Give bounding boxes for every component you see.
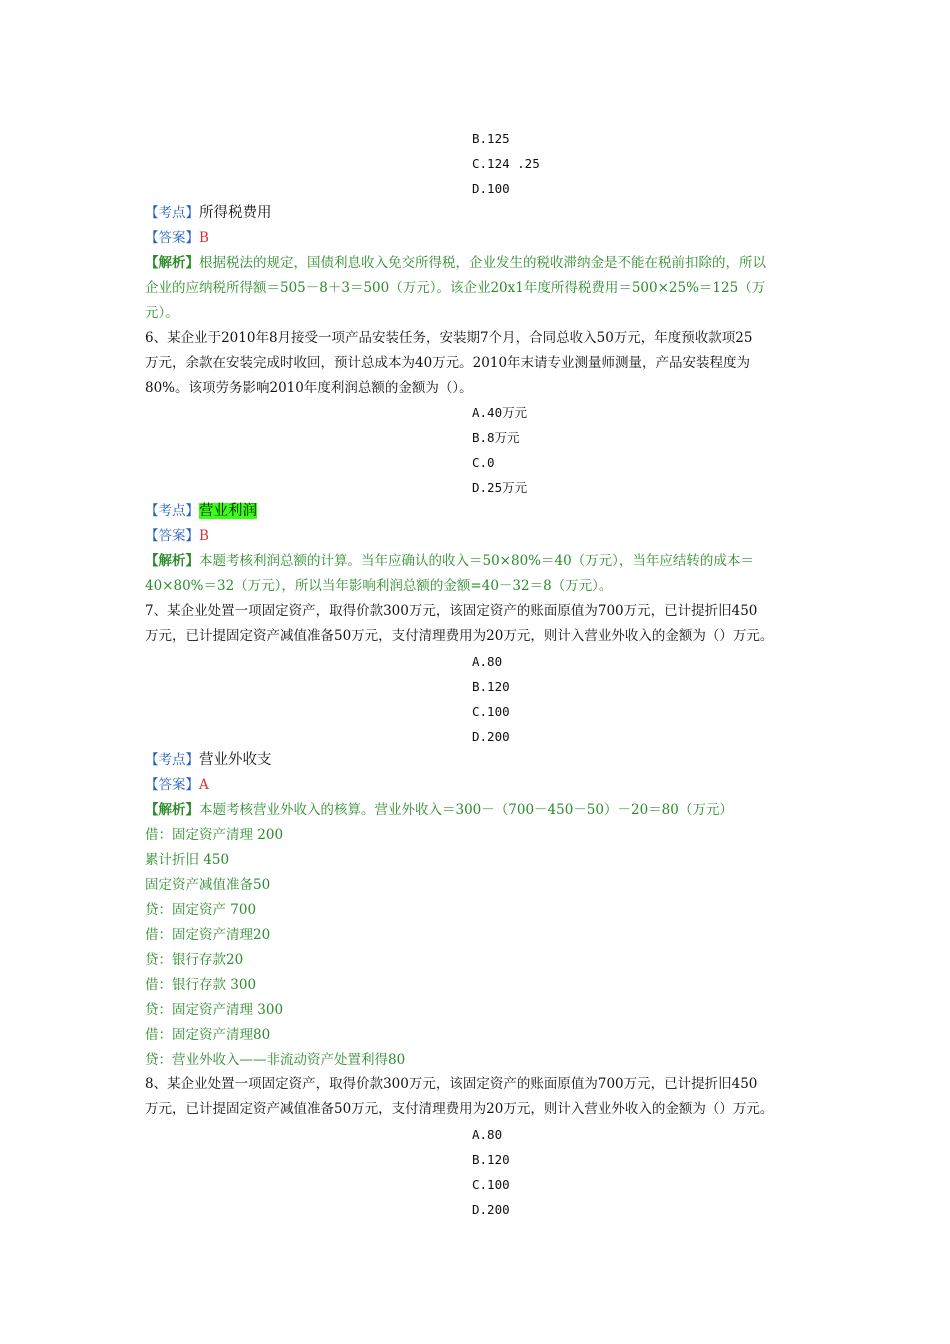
question-stem: 8、某企业处置一项固定资产，取得价款300万元，该固定资产的账面原值为700万元，已计提折旧450 <box>145 1076 758 1092</box>
kaodian-label: 【考点】 <box>145 205 199 221</box>
kaodian-topic: 所得税费用 <box>199 205 272 221</box>
journal-entry: 贷：银行存款20 <box>145 952 244 968</box>
question-stem: 万元，已计提固定资产减值准备50万元，支付清理费用为20万元，则计入营业外收入的金额为（）万元。 <box>145 1101 774 1117</box>
jiexi-label: 【解析】 <box>145 553 199 569</box>
answer-label: 【答案】 <box>145 777 199 793</box>
journal-entry: 借：固定资产清理80 <box>145 1027 271 1043</box>
option-c: C.100 <box>472 1177 510 1192</box>
option-c: C.124 .25 <box>472 156 540 171</box>
option-d: D.25万元 <box>472 480 528 495</box>
kaodian-topic: 营业外收支 <box>199 752 272 768</box>
journal-entry: 固定资产减值准备50 <box>145 877 271 893</box>
jiexi-text: 本题考核利润总额的计算。当年应确认的收入＝50×80%＝40（万元），当年应结转的成本＝ <box>199 553 754 569</box>
option-c: C.100 <box>472 704 510 719</box>
journal-entry: 贷：固定资产清理 300 <box>145 1002 284 1018</box>
answer-value: B <box>199 230 209 246</box>
answer-value: A <box>199 777 209 793</box>
option-a: A.80 <box>472 654 503 669</box>
journal-entry: 累计折旧 450 <box>145 852 230 868</box>
journal-entry: 借：固定资产清理 200 <box>145 827 284 843</box>
option-b: B.120 <box>472 679 510 694</box>
answer-row <box>145 226 209 251</box>
option-d: D.100 <box>472 181 510 196</box>
answer-label: 【答案】 <box>145 230 199 246</box>
jiexi-row <box>145 549 754 574</box>
jiexi-text: 元）。 <box>145 305 179 321</box>
jiexi-label: 【解析】 <box>145 255 199 271</box>
option-c: C.0 <box>472 455 495 470</box>
jiexi-label: 【解析】 <box>145 802 199 818</box>
kaodian-row <box>145 748 272 773</box>
jiexi-text: 企业的应纳税所得额＝505－8＋3＝500（万元）。该企业20x1年度所得税费用＝500×25%＝125（万 <box>145 280 766 296</box>
option-b: B.8万元 <box>472 430 520 445</box>
question-stem: 80%。该项劳务影响2010年度利润总额的金额为（）。 <box>145 380 473 396</box>
jiexi-text: 根据税法的规定，国债利息收入免交所得税，企业发生的税收滞纳金是不能在税前扣除的，所以 <box>199 255 766 271</box>
jiexi-row <box>145 251 766 276</box>
question-stem: 万元，已计提固定资产减值准备50万元，支付清理费用为20万元，则计入营业外收入的金额为（）万元。 <box>145 628 774 644</box>
question-stem: 6、某企业于2010年8月接受一项产品安装任务，安装期7个月，合同总收入50万元，年度预收款项25 <box>145 330 753 346</box>
kaodian-topic: 营业利润 <box>199 503 257 519</box>
answer-row <box>145 524 209 549</box>
option-b: B.125 <box>472 131 510 146</box>
journal-entry: 贷：营业外收入——非流动资产处置利得80 <box>145 1052 406 1068</box>
kaodian-row <box>145 201 272 226</box>
answer-row <box>145 773 209 798</box>
question-stem: 7、某企业处置一项固定资产，取得价款300万元，该固定资产的账面原值为700万元，已计提折旧450 <box>145 603 758 619</box>
jiexi-text: 40×80%＝32（万元），所以当年影响利润总额的金额=40－32＝8（万元）。 <box>145 578 613 594</box>
jiexi-row <box>145 798 733 823</box>
option-a: A.40万元 <box>472 405 528 420</box>
journal-entry: 贷：固定资产 700 <box>145 902 257 918</box>
kaodian-label: 【考点】 <box>145 503 199 519</box>
question-stem: 万元，余款在安装完成时收回，预计总成本为40万元。2010年末请专业测量师测量，产品安装程度为 <box>145 355 751 371</box>
option-d: D.200 <box>472 729 510 744</box>
kaodian-row <box>145 499 257 524</box>
option-a: A.80 <box>472 1127 503 1142</box>
kaodian-label: 【考点】 <box>145 752 199 768</box>
jiexi-text: 本题考核营业外收入的核算。营业外收入＝300－（700－450－50）－20＝80（万元） <box>199 802 733 818</box>
answer-label: 【答案】 <box>145 528 199 544</box>
option-d: D.200 <box>472 1202 510 1217</box>
journal-entry: 借：固定资产清理20 <box>145 927 271 943</box>
answer-value: B <box>199 528 209 544</box>
journal-entry: 借：银行存款 300 <box>145 977 257 993</box>
option-b: B.120 <box>472 1152 510 1167</box>
